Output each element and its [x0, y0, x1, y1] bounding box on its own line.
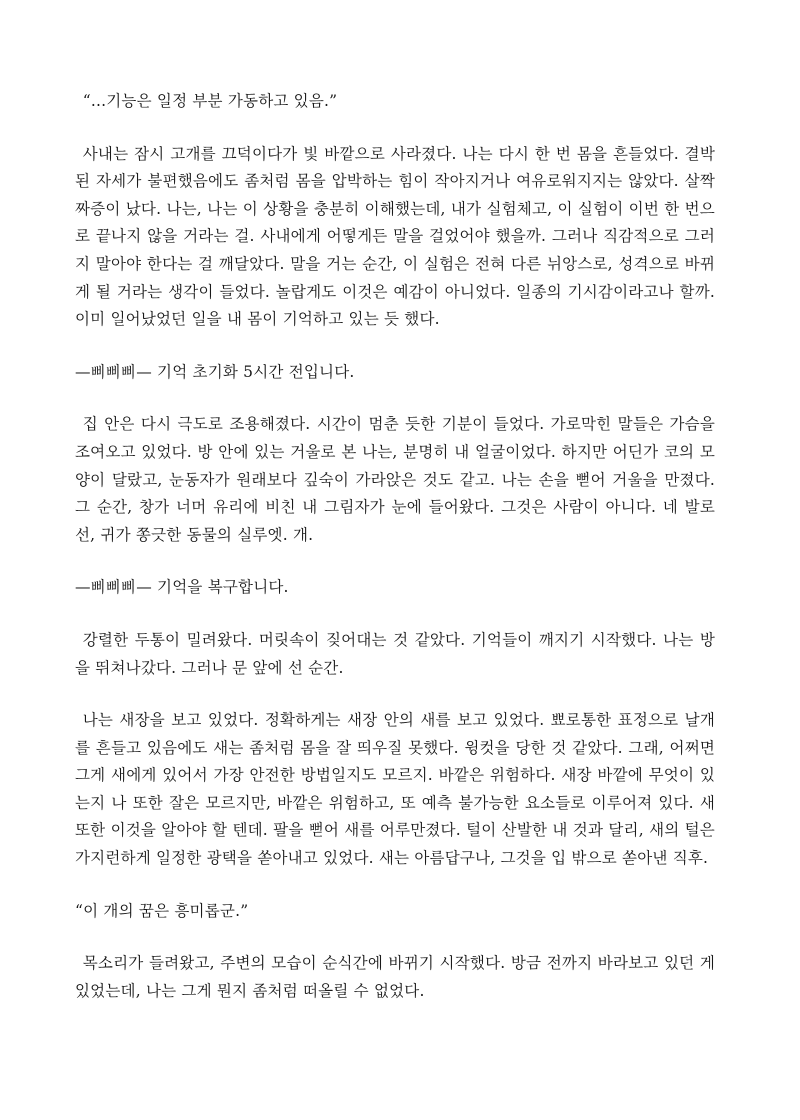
paragraph-ending: 목소리가 들려왔고, 주변의 모습이 순식간에 바뀌기 시작했다. 방금 전까지 바라보고 있던 게 있었는데, 나는 그게 뭔지 좀처럼 떠올릴 수 없었다. [75, 954, 715, 1000]
paragraph-memory-reset-notice: —삐삐삐— 기억 초기화 5시간 전입니다. [75, 362, 355, 381]
paragraph-dialogue-function: “...기능은 일정 부분 가동하고 있음.” [82, 92, 338, 110]
paragraph-mirror: 집 안은 다시 극도로 조용해졌다. 시간이 멈춘 듯한 기분이 들었다. 가로막힌 말들은 가슴을 조여오고 있었다. 방 안에 있는 거울로 본 나는, 분명히 내 얼굴이었다. 하지만 어딘가 코의 모양이 달랐고, 눈동자가 원래보다 깊숙이 가라앉은 것도 같고. 나는 손을 뻗어 거울을 만졌다. 그 순간, 창가 너머 유리에 비친 내 그림자가 눈에 들어왔다. 그것은 사람이 아니다. 네 발로 선, 귀가 쫑긋한 동물의 실루엣. 개. [75, 415, 715, 544]
paragraph-birdcage: 나는 새장을 보고 있었다. 정확하게는 새장 안의 새를 보고 있었다. 뾰로통한 표정으로 날개를 흔들고 있음에도 새는 좀처럼 몸을 잘 띄우질 못했다. 윙컷을 당한 것 같았다. 그래, 어쩌면 그게 새에게 있어서 가장 안전한 방법일지도 모르지. 바깥은 위험하다. 새장 바깥에 무엇이 있는지 나 또한 잘은 모르지만, 바깥은 위험하고, 또 예측 불가능한 요소들로 이루어져 있다. 새 또한 이것을 알아야 할 텐데. 팔을 뻗어 새를 어루만졌다. 털이 산발한 내 것과 달리, 새의 털은 가지런하게 일정한 광택을 쏟아내고 있었다. 새는 아름답구나, 그것을 입 밖으로 쏟아낸 직후. [75, 711, 715, 868]
paragraph-memory-restore-notice: —삐삐삐— 기억을 복구합니다. [75, 578, 289, 597]
story-text [75, 88, 715, 1030]
paragraph-headache: 강렬한 두통이 밀려왔다. 머릿속이 짖어대는 것 같았다. 기억들이 깨지기 시작했다. 나는 방을 뛰쳐나갔다. 그러나 문 앞에 선 순간. [75, 630, 715, 677]
paragraph-dialogue-dream: “이 개의 꿈은 흥미롭군.” [75, 901, 249, 920]
paragraph-experiment: 사내는 잠시 고개를 끄덕이다가 빛 바깥으로 사라졌다. 나는 다시 한 번 몸을 흔들었다. 결박된 자세가 불편했음에도 좀처럼 몸을 압박하는 힘이 작아지거나 여유로워지지는 않았다. 살짝 짜증이 났다. 나는, 나는 이 상황을 충분히 이해했는데, 내가 실험체고, 이 실험이 이번 한 번으로 끝나지 않을 거라는 걸. 사내에게 어떻게든 말을 걸었어야 했을까. 그러나 직감적으로 그러지 말아야 한다는 걸 깨달았다. 말을 거는 순간, 이 실험은 전혀 다른 뉘앙스로, 성격으로 바뀌게 될 거라는 생각이 들었다. 놀랍게도 이것은 예감이 아니었다. 일종의 기시감이라고나 할까. 이미 일어났었던 일을 내 몸이 기억하고 있는 듯 했다. [75, 144, 715, 329]
